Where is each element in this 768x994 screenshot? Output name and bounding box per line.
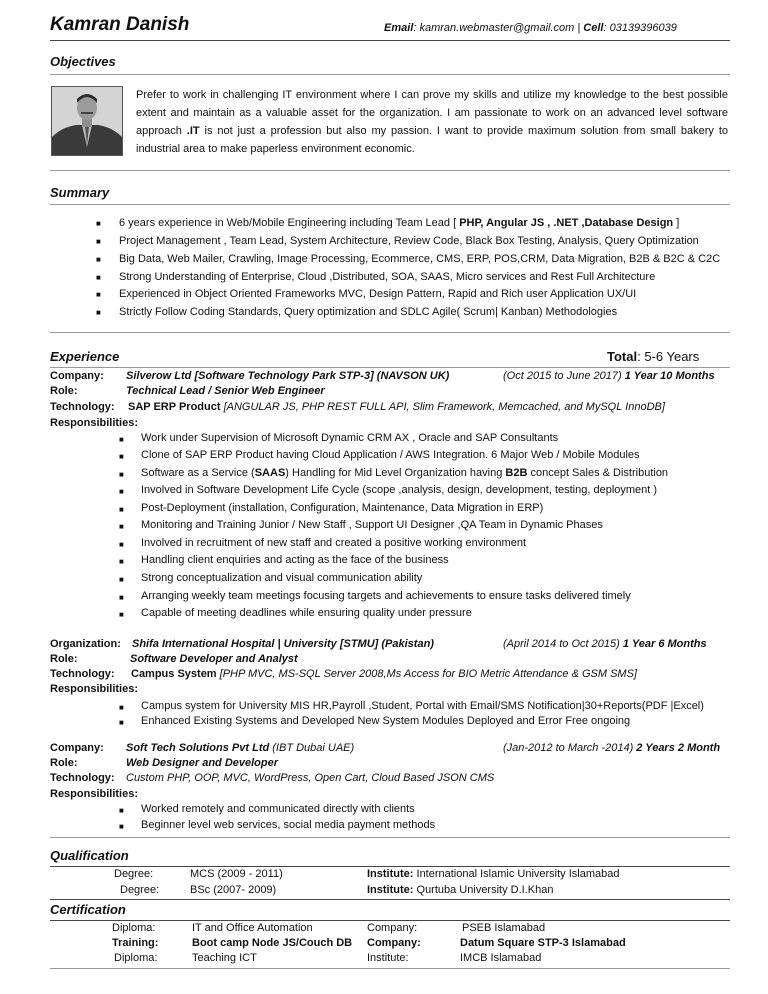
responsibilities-label: Responsibilities: [50, 417, 139, 429]
cert-org: IMCB Islamabad [460, 952, 542, 964]
company-label: Company: [50, 742, 104, 754]
bullet-icon: ■ [119, 487, 124, 496]
job1-period: (Oct 2015 to June 2017) 1 Year 10 Months [503, 370, 715, 382]
cert-value: Teaching ICT [192, 952, 257, 964]
cert-label: Training: [112, 937, 159, 949]
cert-org: Datum Square STP-3 Islamabad [460, 937, 626, 949]
degree-value: BSc (2007- 2009) [190, 884, 277, 896]
job2-role: Software Developer and Analyst [130, 653, 298, 665]
job1-resp: Clone of SAP ERP Product having Cloud Application / AWS Integration. 6 Major Web / Mobile Modules [141, 449, 640, 461]
degree-label: Degree: [120, 884, 160, 896]
bullet-icon: ■ [119, 540, 124, 549]
certification-heading: Certification [50, 902, 126, 917]
cert-value: IT and Office Automation [192, 922, 313, 934]
role-label: Role: [50, 653, 78, 665]
job2-company: Shifa International Hospital | University [STMU] (Pakistan) [132, 638, 434, 650]
cell-label: Cell [583, 22, 604, 34]
job1-resp: Post-Deployment (installation, Configuration, Maintenance, Data Migration in ERP) [141, 502, 544, 514]
bullet-icon: ■ [119, 575, 124, 584]
profile-photo [51, 86, 123, 156]
responsibilities-label: Responsibilities: [50, 683, 139, 695]
role-label: Role: [50, 757, 78, 769]
job3-period: (Jan-2012 to March -2014) 2 Years 2 Month [503, 742, 721, 754]
degree-label: Degree: [114, 868, 154, 880]
company-label: Company: [50, 370, 104, 382]
experience-bottom-rule [50, 837, 730, 838]
email-label: Email [384, 22, 414, 34]
institute-value: Institute: Qurtuba University D.I.Khan [367, 884, 554, 896]
job1-resp: Work under Supervision of Microsoft Dynamic CRM AX , Oracle and SAP Consultants [141, 432, 559, 444]
summary-item: Big Data, Web Mailer, Crawling, Image Processing, Ecommerce, CMS, ERP, POS,CRM, Data Migration, B2B & B2C & C2C [119, 253, 721, 265]
bullet-icon: ■ [119, 557, 124, 566]
summary-bottom-rule [50, 332, 730, 333]
bullet-icon: ■ [119, 703, 124, 712]
bullet-icon: ■ [96, 219, 101, 228]
job1-resp: Involved in Software Development Life Cycle (scope ,analysis, design, development, testing, deployment ) [141, 484, 658, 496]
organization-label: Organization: [50, 638, 121, 650]
job3-role: Web Designer and Developer [126, 757, 279, 769]
cert-org: PSEB Islamabad [462, 922, 546, 934]
job3-company: Soft Tech Solutions Pvt Ltd (IBT Dubai UAE) [126, 742, 355, 754]
job1-resp: Involved in recruitment of new staff and created a positive working environment [141, 537, 526, 549]
qualification-rule [50, 866, 730, 867]
qualification-heading: Qualification [50, 848, 129, 863]
summary-heading: Summary [50, 185, 110, 200]
experience-rule [50, 367, 730, 368]
degree-value: MCS (2009 - 2011) [190, 868, 283, 880]
summary-item: Experienced in Object Oriented Frameworks MVC, Design Pattern, Rapid and Rich user Application UX/UI [119, 288, 637, 300]
bullet-icon: ■ [119, 505, 124, 514]
contact-info: Email: kamran.webmaster@gmail.com | Cell: 03139396039 [384, 22, 677, 34]
experience-heading: Experience [50, 349, 120, 364]
bullet-icon: ■ [96, 308, 101, 317]
cert-label: Diploma: [112, 922, 156, 934]
job3-resp: Beginner level web services, social media payment methods [141, 819, 436, 831]
cell-value: : 03139396039 [603, 22, 677, 34]
job1-resp: Handling client enquiries and acting as the face of the business [141, 554, 449, 566]
experience-total: Total: 5-6 Years [607, 349, 700, 364]
summary-item: Strictly Follow Coding Standards, Query optimization and SDLC Agile( Scrum| Kanban) Methodologies [119, 306, 618, 318]
job1-role: Technical Lead / Senior Web Engineer [126, 385, 325, 397]
cert-label: Diploma: [114, 952, 158, 964]
objectives-heading: Objectives [50, 54, 116, 69]
qualification-bottom-rule [50, 899, 730, 900]
bullet-icon: ■ [96, 290, 101, 299]
job1-resp: Monitoring and Training Junior / New Staff , Support UI Designer ,QA Team in Dynamic Phases [141, 519, 603, 531]
summary-item: 6 years experience in Web/Mobile Engineering including Team Lead [ PHP, Angular JS , .NET ,Database Design ] [119, 217, 680, 229]
summary-item: Project Management , Team Lead, System Architecture, Review Code, Black Box Testing, Analysis, Query Optimization [119, 235, 699, 247]
bullet-icon: ■ [119, 593, 124, 602]
job3-resp: Worked remotely and communicated directly with clients [141, 803, 415, 815]
institute-value: Institute: International Islamic University Islamabad [367, 868, 620, 880]
job1-resp: Capable of meeting deadlines while ensuring quality under pressure [141, 607, 472, 619]
bullet-icon: ■ [119, 522, 124, 531]
bullet-icon: ■ [96, 237, 101, 246]
cert-org-label: Company: [367, 937, 421, 949]
cert-value: Boot camp Node JS/Couch DB [192, 937, 353, 949]
role-label: Role: [50, 385, 78, 397]
job2-resp: Campus system for University MIS HR,Payroll ,Student, Portal with Email/SMS Notification|30+Reports(PDF |Excel) [141, 700, 704, 712]
job1-resp: Strong conceptualization and visual communication ability [141, 572, 423, 584]
cert-org-label: Company: [367, 922, 418, 934]
job1-company: Silverow Ltd [Software Technology Park STP-3] (NAVSON UK) [126, 370, 450, 382]
cert-org-label: Institute: [367, 952, 409, 964]
bullet-icon: ■ [119, 470, 124, 479]
header-rule [50, 40, 730, 41]
bullet-icon: ■ [119, 822, 124, 831]
bullet-icon: ■ [119, 435, 124, 444]
bullet-icon: ■ [96, 273, 101, 282]
job1-technology: SAP ERP Product [ANGULAR JS, PHP REST FULL API, Slim Framework, Memcached, and MySQL InnoDB] [128, 401, 665, 413]
bullet-icon: ■ [119, 610, 124, 619]
job1-resp: Software as a Service (SAAS) Handling for Mid Level Organization having B2B concept Sales & Distribution [141, 467, 669, 479]
job2-period: (April 2014 to Oct 2015) 1 Year 6 Months [503, 638, 707, 650]
bullet-icon: ■ [119, 718, 124, 727]
technology-label: Technology: [50, 401, 115, 413]
responsibilities-label: Responsibilities: [50, 788, 139, 800]
summary-rule [50, 204, 730, 205]
certification-rule [50, 920, 730, 921]
technology-label: Technology: [50, 668, 115, 680]
job3-technology: Custom PHP, OOP, MVC, WordPress, Open Cart, Cloud Based JSON CMS [126, 772, 495, 784]
bullet-icon: ■ [96, 255, 101, 264]
job2-resp: Enhanced Existing Systems and Developed New System Modules Deployed and Error Free ongoing [141, 715, 631, 727]
objectives-bottom-rule [50, 170, 730, 171]
email-value[interactable]: : kamran.webmaster@gmail.com [413, 22, 575, 34]
bullet-icon: ■ [119, 452, 124, 461]
objectives-text: Prefer to work in challenging IT environment where I can prove my skills and utilize my knowledge to the best possible extent and maintain as a valuable asset for the organization. I am passionate to work on an advanced level software approach .IT is not just a profession but also my passion. I want to provide maximum solution from small bakery to industrial area to make paperless environment economic. [136, 89, 728, 155]
technology-label: Technology: [50, 772, 115, 784]
candidate-name: Kamran Danish [50, 14, 190, 35]
certification-bottom-rule [50, 968, 730, 969]
objectives-rule [50, 74, 730, 75]
bullet-icon: ■ [119, 806, 124, 815]
job1-resp: Arranging weekly team meetings focusing targets and achievements to ensure tasks delivered timely [141, 590, 631, 602]
job2-technology: Campus System [PHP MVC, MS-SQL Server 2008,Ms Access for BIO Metric Attendance & GSM SMS] [131, 668, 637, 680]
summary-item: Strong Understanding of Enterprise, Cloud ,Distributed, SOA, SAAS, Micro services and Rest Full Architecture [119, 271, 656, 283]
